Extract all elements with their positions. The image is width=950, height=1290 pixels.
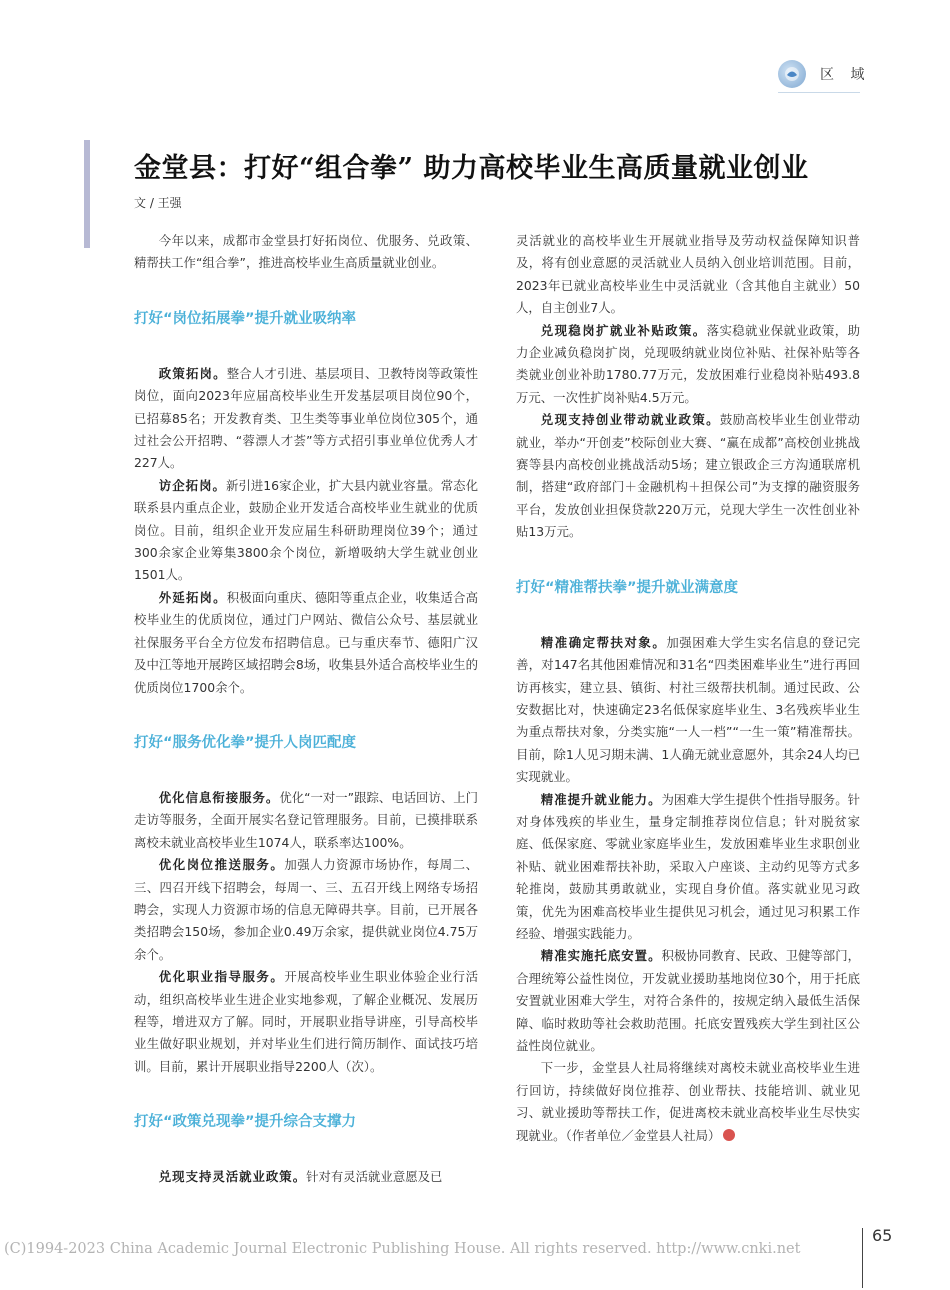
paragraph-lead: 精准实施托底安置。 <box>540 948 662 964</box>
paragraph-text: 加强困难大学生实名信息的登记完善，对147名其他困难情况和31名“四类困难毕业生”进行再回访再核实，建立县、镇街、村社三级帮扶机制。通过民政、公安数据比对，快速确定23名低保家庭毕业生、3名残疾毕业生为重点帮扶对象，分类实施“一人一档”“一生一策”精准帮扶。目前，除1人见习期未满、1人确无就业意愿外，其余24人均已实现就业。 <box>516 634 861 785</box>
intro-paragraph: 今年以来，成都市金堂县打好拓岗位、优服务、兑政策、精帮扶工作“组合拳”，推进高校毕业生高质量就业创业。 <box>134 233 478 271</box>
body-paragraph <box>516 632 860 789</box>
paragraph-lead: 兑现稳岗扩就业补贴政策。 <box>540 322 707 338</box>
copyright-watermark: (C)1994-2023 China Academic Journal Electronic Publishing House. All rights reserved. http://www.cnki.net <box>4 1241 801 1257</box>
section-underline <box>778 92 860 93</box>
body-paragraph <box>134 1166 478 1188</box>
paragraph-text: 开展高校毕业生职业体验企业行活动，组织高校毕业生进企业实地参观，了解企业概况、发展历程等，增进双方了解。同时，开展职业指导讲座，引导高校毕业生做好职业规划，并对毕业生们进行简历制作、面试技巧培训。目前，累计开展职业指导2200人（次）。 <box>134 969 479 1074</box>
body-paragraph <box>134 787 478 854</box>
body-paragraph <box>516 789 860 946</box>
paragraph-lead: 精准确定帮扶对象。 <box>540 634 667 650</box>
region-logo-glyph <box>783 65 801 83</box>
paragraph-text: 加强人力资源市场协作，每周二、三、四召开线下招聘会，每周一、三、五召开线上网络专场招聘会，实现人力资源市场的信息无障碍共享。目前，已开展各类招聘会150场，参加企业0.49万余家，提供就业岗位4.75万余个。 <box>134 857 479 962</box>
paragraph-text: 优化“一对一”跟踪、电话回访、上门走访等服务，全面开展实名登记管理服务。目前，已摸排联系离校未就业高校毕业生1074人，联系率达100%。 <box>134 789 479 850</box>
body-paragraph <box>516 320 860 410</box>
paragraph-lead: 政策拓岗。 <box>158 365 227 381</box>
closing-text: 下一步，金堂县人社局将继续对离校未就业高校毕业生进行回访，持续做好岗位推荐、创业帮扶、技能培训、就业见习、就业援助等帮扶工作，促进离校未就业高校毕业生尽快实现就业。（作者单位／金堂县人社局） <box>516 1060 860 1143</box>
paragraph-text: 针对有灵活就业意愿及已 <box>306 1169 443 1185</box>
byline: 文 / 王强 <box>134 196 182 210</box>
article-end-icon <box>723 1129 735 1141</box>
paragraph-lead: 外延拓岗。 <box>158 589 227 605</box>
left-column <box>134 230 478 1189</box>
continued-paragraph: 灵活就业的高校毕业生开展就业指导及劳动权益保障知识普及，将有创业意愿的灵活就业人员纳入创业培训范围。目前，2023年已就业高校毕业生中灵活就业（含其他自主就业）50人，自主创业7人。 <box>516 233 860 316</box>
paragraph-text: 整合人才引进、基层项目、卫教特岗等政策性岗位，面向2023年应届高校毕业生开发基层项目岗位90个，已招募85名；开发教育类、卫生类等事业单位岗位305个，通过社会公开招聘、“蓉漂人才荟”等方式招引事业单位优秀人才227人。 <box>134 365 479 471</box>
paragraph-text: 新引进16家企业，扩大县内就业容量。常态化联系县内重点企业，鼓励企业开发适合高校毕业生就业的优质岗位。目前，组织企业开发应届生科研助理岗位39个；通过300余家企业筹集3800余个岗位，新增吸纳大学生就业创业1501人。 <box>134 477 478 583</box>
closing-paragraph <box>516 1057 860 1147</box>
paragraph-text: 鼓励高校毕业生创业带动就业，举办“开创麦”校际创业大赛、“赢在成都”高校创业挑战赛等县内高校创业挑战活动5场；建立银政企三方沟通联席机制，搭建“政府部门＋金融机构＋担保公司”为支撑的融资服务平台，发放创业担保贷款220万元，兑现大学生一次性创业补贴13万元。 <box>516 412 861 540</box>
section-heading: 打好“精准帮扶拳”提升就业满意度 <box>516 579 739 596</box>
paragraph-text: 落实稳就业保就业政策，助力企业减负稳岗扩岗，兑现吸纳就业岗位补贴、社保补贴等各类就业创业补助1780.77万元，发放困难行业稳岗补贴493.8万元、一次性扩岗补贴4.5万元。 <box>516 322 861 405</box>
body-paragraph <box>516 945 860 1057</box>
paragraph-lead: 兑现支持灵活就业政策。 <box>158 1169 307 1185</box>
paragraph-text: 积极协同教育、民政、卫健等部门，合理统筹公益性岗位，开发就业援助基地岗位30个，用于托底安置就业困难大学生，对符合条件的，按规定纳入最低生活保障、临时救助等社会救助范围。托底安置残疾大学生到社区公益性岗位就业。 <box>516 948 861 1053</box>
article-title: 金堂县：打好“组合拳” 助力高校毕业生高质量就业创业 <box>134 153 809 184</box>
footer-divider <box>862 1228 863 1288</box>
body-paragraph <box>516 409 860 543</box>
right-column <box>516 230 860 1147</box>
section-label: 区 域 <box>820 67 871 83</box>
page-number: 65 <box>872 1226 893 1245</box>
section-heading: 打好“岗位拓展拳”提升就业吸纳率 <box>134 310 357 327</box>
body-paragraph <box>134 966 478 1078</box>
section-tag <box>778 58 870 90</box>
region-logo-icon <box>778 60 806 88</box>
paragraph-text: 为困难大学生提供个性指导服务。针对身体残疾的毕业生，量身定制推荐岗位信息；针对脱贫家庭、低保家庭、零就业家庭毕业生，发放困难毕业生求职创业补贴、就业困难帮扶补助，采取入户座谈、主动约见等方式多轮推岗，鼓励其勇敢就业，实现自身价值。落实就业见习政策，优先为困难高校毕业生提供见习机会，通过见习积累工作经验、增强实践能力。 <box>516 791 861 941</box>
body-paragraph <box>134 475 478 587</box>
body-paragraph <box>134 363 478 475</box>
body-paragraph <box>134 854 478 966</box>
paragraph-lead: 优化岗位推送服务。 <box>158 857 285 873</box>
paragraph-lead: 兑现支持创业带动就业政策。 <box>540 412 720 428</box>
section-heading: 打好“政策兑现拳”提升综合支撑力 <box>134 1114 357 1131</box>
section-heading: 打好“服务优化拳”提升人岗匹配度 <box>134 734 357 751</box>
title-accent-bar <box>84 140 90 248</box>
paragraph-lead: 优化职业指导服务。 <box>158 969 285 985</box>
paragraph-lead: 精准提升就业能力。 <box>540 791 662 807</box>
paragraph-text: 积极面向重庆、德阳等重点企业，收集适合高校毕业生的优质岗位，通过门户网站、微信公众号、基层就业社保服务平台全方位发布招聘信息。已与重庆奉节、德阳广汉及中江等地开展跨区域招聘会8场，收集县外适合高校毕业生的优质岗位1700余个。 <box>134 589 479 695</box>
paragraph-lead: 访企拓岗。 <box>158 477 226 493</box>
body-paragraph <box>134 587 478 699</box>
paragraph-lead: 优化信息衔接服务。 <box>158 789 280 805</box>
